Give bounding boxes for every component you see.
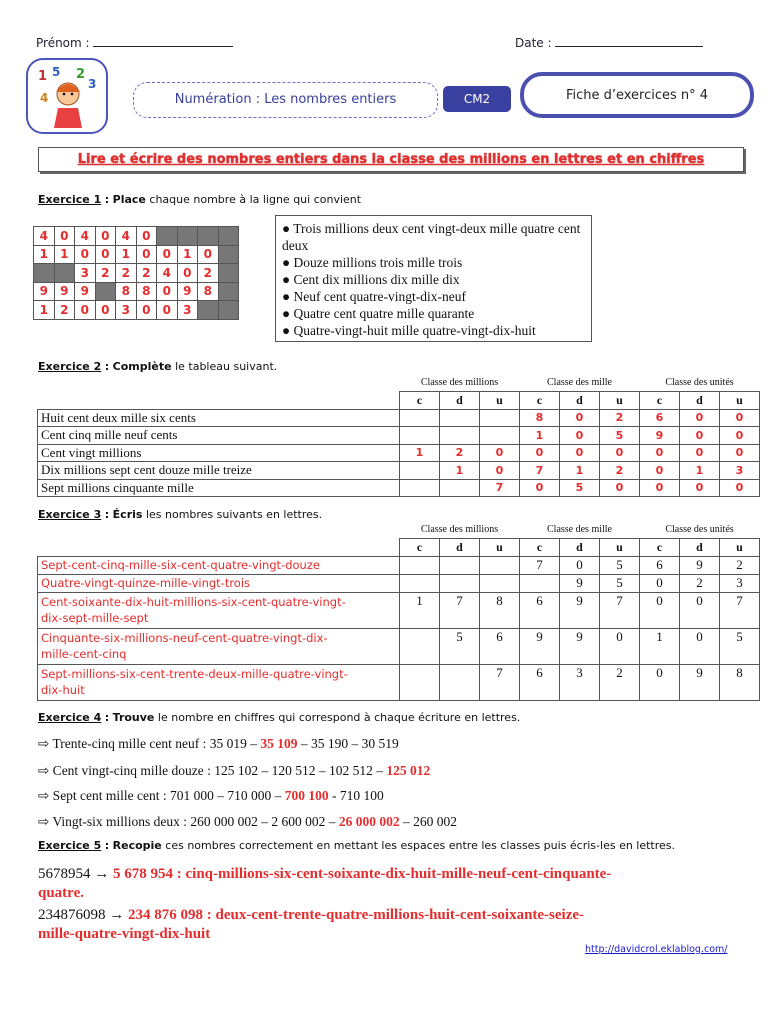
grid-row [34, 282, 239, 301]
grid-cell[interactable]: 4 [34, 227, 55, 246]
grid-cell[interactable]: 8 [198, 282, 219, 301]
table-row [38, 574, 760, 592]
digit-cell[interactable]: 7 [480, 479, 520, 497]
ex4-line: ⇨ Trente-cinq mille cent neuf : 35 019 – 35 109 – 35 190 – 30 519 [38, 736, 399, 751]
ex3-table [37, 521, 760, 701]
digit-cell: 7 [520, 556, 560, 574]
date-blank [555, 46, 703, 47]
ex5-a2: 234 876 098 : deux-cent-trente-quatre-millions-huit-cent-soixante-seize- [128, 907, 585, 923]
table-row [38, 556, 760, 574]
page-title: Numération : Les nombres entiers [174, 92, 397, 107]
answer-words[interactable]: Cent-soixante-dix-huit-millions-six-cent-quatre-vingt- dix-sept-mille-sept [38, 592, 400, 628]
grid-cell[interactable]: 3 [116, 301, 137, 320]
ex4-rest: le nombre en chiffres qui correspond à chaque écriture en lettres. [157, 711, 521, 724]
digit-cell[interactable]: 1 [440, 462, 480, 480]
ex4-line: ⇨ Sept cent mille cent : 701 000 – 710 000 – 700 100 - 710 100 [38, 788, 384, 803]
grid-cell[interactable]: 4 [157, 264, 178, 283]
prenom-field [36, 36, 233, 50]
table-row [38, 444, 760, 462]
prenom-label: Prénom : [36, 36, 90, 50]
grid-cell[interactable]: 0 [157, 245, 178, 264]
sentence-item: ● Douze millions trois mille trois [282, 255, 463, 270]
sentence-item: ● Neuf cent quatre-vingt-dix-neuf [282, 289, 466, 304]
sub-header: u [720, 539, 760, 557]
sentence-item: ● Cent dix millions dix mille dix [282, 272, 460, 287]
digit-cell[interactable]: 1 [560, 462, 600, 480]
ex5-a1: 5 678 954 : cinq-millions-six-cent-soixante-dix-huit-mille-neuf-cent-cinquante- [113, 866, 612, 882]
digit-cell[interactable] [400, 479, 440, 497]
ex4-answer: 700 100 [284, 788, 329, 803]
fiche-number: Fiche d’exercices n° 4 [565, 88, 709, 103]
prenom-blank [93, 46, 233, 47]
digit-cell[interactable] [480, 409, 520, 427]
digit-cell: 5 [600, 574, 640, 592]
grid-cell[interactable]: 8 [136, 282, 157, 301]
grid-cell[interactable]: 1 [34, 301, 55, 320]
sub-header: u [600, 392, 640, 410]
ex4-answer: 125 012 [386, 763, 431, 778]
digit-cell[interactable]: 5 [560, 479, 600, 497]
grid-cell[interactable]: 1 [54, 245, 75, 264]
digit-cell[interactable]: 6 [640, 409, 680, 427]
digit-cell[interactable] [400, 409, 440, 427]
grid-cell[interactable]: 0 [136, 245, 157, 264]
sub-header: d [680, 539, 720, 557]
digit-cell[interactable]: 0 [480, 444, 520, 462]
grid-cell[interactable]: 4 [116, 227, 137, 246]
digit-cell: 9 [560, 628, 600, 664]
sub-header: d [680, 392, 720, 410]
sub-header: d [440, 392, 480, 410]
sentence-item: ● Trois millions deux cent vingt-deux mille quatre cent deux [282, 221, 581, 253]
digit-cell: 9 [520, 628, 560, 664]
digit-cell [440, 574, 480, 592]
digit-cell[interactable]: 0 [480, 462, 520, 480]
grid-cell-shaded [218, 264, 239, 283]
date-label: Date : [515, 36, 552, 50]
digit-cell: 3 [720, 574, 760, 592]
digit-cell: 2 [720, 556, 760, 574]
digit-cell [400, 574, 440, 592]
sub-header: d [440, 539, 480, 557]
answer-words[interactable]: Sept-millions-six-cent-trente-deux-mille-quatre-vingt- dix-huit [38, 664, 400, 700]
row-label: Huit cent deux mille six cents [38, 409, 400, 427]
grid-cell[interactable]: 9 [177, 282, 198, 301]
digit-cell: 6 [520, 592, 560, 628]
row-label: Cent vingt millions [38, 444, 400, 462]
svg-text:4: 4 [40, 91, 49, 105]
sub-header: c [520, 392, 560, 410]
level-badge: CM2 [443, 86, 511, 112]
digit-cell[interactable]: 0 [520, 479, 560, 497]
grid-row [34, 301, 239, 320]
digit-cell: 7 [440, 592, 480, 628]
footer-link[interactable]: http://davidcrol.eklablog.com/ [585, 944, 728, 955]
sub-header: c [400, 539, 440, 557]
digit-cell[interactable] [400, 427, 440, 445]
digit-cell[interactable]: 0 [680, 409, 720, 427]
digit-cell [520, 574, 560, 592]
grid-cell[interactable]: 0 [54, 227, 75, 246]
digit-cell[interactable]: 0 [520, 444, 560, 462]
grid-cell[interactable]: 0 [95, 227, 116, 246]
digit-cell[interactable]: 0 [680, 479, 720, 497]
grid-cell-shaded [157, 227, 178, 246]
digit-cell: 1 [400, 592, 440, 628]
ex2-label: Exercice 2 [38, 360, 102, 373]
section-banner: Lire et écrire des nombres entiers dans la classe des millions en lettres et en chiffres [38, 147, 744, 172]
ex1-sentence-list [275, 215, 592, 342]
class-header: Classe des millions [420, 377, 499, 388]
ex4-label: Exercice 4 [38, 711, 102, 724]
grid-cell[interactable]: 0 [136, 301, 157, 320]
grid-cell-shaded [218, 301, 239, 320]
digit-cell [440, 664, 480, 700]
ex4-line: ⇨ Vingt-six millions deux : 260 000 002 – 2 600 002 – 26 000 002 – 260 002 [38, 814, 458, 829]
digit-cell: 8 [480, 592, 520, 628]
ex1-label: Exercice 1 [38, 193, 102, 206]
row-label: Dix millions sept cent douze mille treize [38, 462, 400, 480]
class-header: Classe des mille [547, 524, 612, 535]
ex2-table [37, 374, 760, 497]
sub-header: d [560, 539, 600, 557]
table-row [38, 409, 760, 427]
digit-cell: 8 [720, 664, 760, 700]
grid-cell[interactable]: 3 [75, 264, 96, 283]
row-label: Cent cinq mille neuf cents [38, 427, 400, 445]
ex5-verb: Recopie [112, 839, 162, 852]
digit-cell[interactable]: 0 [560, 444, 600, 462]
digit-cell[interactable]: 0 [720, 479, 760, 497]
class-header: Classe des millions [420, 524, 499, 535]
ex4-verb: Trouve [112, 711, 155, 724]
table-row [38, 592, 760, 628]
digit-cell [400, 556, 440, 574]
digit-cell [400, 628, 440, 664]
grid-cell[interactable]: 0 [157, 282, 178, 301]
grid-cell[interactable]: 0 [198, 245, 219, 264]
grid-cell[interactable]: 0 [95, 301, 116, 320]
digit-cell: 0 [640, 664, 680, 700]
digit-cell: 6 [520, 664, 560, 700]
sub-header: c [640, 539, 680, 557]
ex5-rest: ces nombres correctement en mettant les espaces entre les classes puis écris-les en lettres. [165, 839, 676, 852]
digit-cell[interactable]: 0 [720, 409, 760, 427]
grid-cell-shaded [54, 264, 75, 283]
ex5-q2: 234876098 → [38, 907, 128, 923]
grid-cell[interactable]: 8 [116, 282, 137, 301]
sub-header: d [560, 392, 600, 410]
digit-cell[interactable]: 1 [520, 427, 560, 445]
table-row [38, 479, 760, 497]
ex3-verb: Écris [112, 508, 143, 521]
digit-cell: 5 [440, 628, 480, 664]
grid-cell-shaded [177, 227, 198, 246]
grid-cell[interactable]: 4 [75, 227, 96, 246]
digit-cell[interactable]: 0 [640, 479, 680, 497]
answer-words[interactable]: Sept-cent-cinq-mille-six-cent-quatre-vingt-douze [38, 556, 400, 574]
grid-cell[interactable]: 9 [54, 282, 75, 301]
digit-cell [400, 664, 440, 700]
table-row [38, 664, 760, 700]
row-label: Sept millions cinquante mille [38, 479, 400, 497]
ex3-label: Exercice 3 [38, 508, 102, 521]
sub-header: u [480, 392, 520, 410]
grid-cell[interactable]: 1 [116, 245, 137, 264]
grid-row [34, 264, 239, 283]
grid-cell[interactable]: 2 [54, 301, 75, 320]
grid-cell[interactable]: 1 [177, 245, 198, 264]
sub-header: c [640, 392, 680, 410]
digit-cell[interactable]: 0 [560, 427, 600, 445]
ex4-line: ⇨ Cent vingt-cinq mille douze : 125 102 – 120 512 – 102 512 – 125 012 [38, 763, 431, 778]
digit-cell[interactable] [480, 427, 520, 445]
digit-cell[interactable]: 1 [680, 462, 720, 480]
ex1-instruction: Exercice 1 : Place chaque nombre à la ligne qui convient [38, 193, 362, 206]
grid-cell[interactable]: 0 [157, 301, 178, 320]
digit-cell [480, 574, 520, 592]
svg-text:3: 3 [88, 77, 97, 91]
grid-cell-shaded [218, 245, 239, 264]
ex1-verb: Place [112, 193, 146, 206]
ex4-answer: 26 000 002 [338, 814, 400, 829]
ex5-a2-cont: mille-quatre-vingt-dix-huit [38, 926, 211, 942]
digit-cell: 9 [680, 664, 720, 700]
grid-cell-shaded [95, 282, 116, 301]
ex5-label: Exercice 5 [38, 839, 102, 852]
ex5-answer-2 [38, 906, 748, 944]
digit-cell: 0 [560, 556, 600, 574]
answer-words[interactable]: Quatre-vingt-quinze-mille-vingt-trois [38, 574, 400, 592]
digit-cell[interactable] [440, 427, 480, 445]
grid-cell[interactable]: 1 [34, 245, 55, 264]
grid-cell[interactable]: 0 [177, 264, 198, 283]
digit-cell [440, 556, 480, 574]
grid-cell[interactable]: 3 [177, 301, 198, 320]
digit-cell: 5 [600, 556, 640, 574]
digit-cell[interactable]: 0 [600, 444, 640, 462]
grid-cell[interactable]: 9 [75, 282, 96, 301]
digit-cell: 0 [640, 592, 680, 628]
digit-cell[interactable]: 0 [720, 444, 760, 462]
ex4-answer: 35 109 [260, 736, 298, 751]
grid-cell-shaded [218, 227, 239, 246]
table-row [38, 462, 760, 480]
ex3-rest: les nombres suivants en lettres. [145, 508, 323, 521]
digit-cell: 7 [480, 664, 520, 700]
sub-header: u [600, 539, 640, 557]
digit-cell: 0 [680, 592, 720, 628]
answer-words[interactable]: Cinquante-six-millions-neuf-cent-quatre-vingt-dix- mille-cent-cinq [38, 628, 400, 664]
digit-cell[interactable]: 0 [680, 427, 720, 445]
grid-cell-shaded [34, 264, 55, 283]
ex2-verb: Complète [112, 360, 172, 373]
class-header: Classe des mille [547, 377, 612, 388]
grid-cell-shaded [218, 282, 239, 301]
digit-cell: 7 [600, 592, 640, 628]
digit-cell: 0 [640, 574, 680, 592]
grid-cell[interactable]: 2 [95, 264, 116, 283]
digit-cell[interactable] [400, 462, 440, 480]
grid-cell[interactable]: 9 [34, 282, 55, 301]
digit-cell[interactable] [440, 409, 480, 427]
grid-cell[interactable]: 2 [116, 264, 137, 283]
digit-cell[interactable]: 0 [720, 427, 760, 445]
digit-cell[interactable]: 2 [600, 409, 640, 427]
grid-row [34, 245, 239, 264]
digit-cell [480, 556, 520, 574]
girl-numbers-logo [26, 58, 108, 134]
grid-cell[interactable]: 0 [95, 245, 116, 264]
ex1-grid [33, 226, 239, 320]
grid-cell[interactable]: 2 [198, 264, 219, 283]
digit-cell[interactable]: 2 [440, 444, 480, 462]
grid-cell-shaded [198, 301, 219, 320]
grid-cell[interactable]: 2 [136, 264, 157, 283]
digit-cell[interactable]: 0 [640, 462, 680, 480]
sentence-item: ● Quatre cent quatre mille quarante [282, 306, 475, 321]
digit-cell[interactable]: 9 [640, 427, 680, 445]
grid-cell[interactable]: 0 [75, 245, 96, 264]
class-header: Classe des unités [665, 524, 734, 535]
sub-header: c [400, 392, 440, 410]
digit-cell: 6 [640, 556, 680, 574]
grid-cell[interactable]: 0 [136, 227, 157, 246]
ex1-rest: chaque nombre à la ligne qui convient [149, 193, 362, 206]
digit-cell[interactable]: 0 [640, 444, 680, 462]
date-field [515, 36, 703, 50]
ex4-instruction: Exercice 4 : Trouve le nombre en chiffres qui correspond à chaque écriture en lettres. [38, 711, 521, 724]
digit-cell[interactable]: 0 [600, 479, 640, 497]
digit-cell[interactable]: 0 [680, 444, 720, 462]
ex5-a1-cont: quatre. [38, 885, 84, 901]
svg-text:5: 5 [52, 65, 61, 79]
digit-cell[interactable]: 5 [600, 427, 640, 445]
digit-cell[interactable]: 1 [400, 444, 440, 462]
table-row [38, 427, 760, 445]
digit-cell[interactable]: 7 [520, 462, 560, 480]
svg-text:1: 1 [38, 69, 48, 84]
digit-cell: 9 [680, 556, 720, 574]
ex5-q1: 5678954 → [38, 866, 113, 882]
digit-cell: 6 [480, 628, 520, 664]
digit-cell: 2 [600, 664, 640, 700]
sub-header: u [480, 539, 520, 557]
digit-cell[interactable]: 2 [600, 462, 640, 480]
digit-cell: 0 [680, 628, 720, 664]
sub-header: c [520, 539, 560, 557]
sentence-item: ● Quatre-vingt-huit mille quatre-vingt-dix-huit [282, 323, 536, 338]
digit-cell: 0 [600, 628, 640, 664]
ex3-instruction: Exercice 3 : Écris les nombres suivants en lettres. [38, 508, 323, 521]
digit-cell: 2 [680, 574, 720, 592]
grid-row [34, 227, 239, 246]
svg-text:2: 2 [76, 67, 86, 82]
digit-cell: 5 [720, 628, 760, 664]
digit-cell: 3 [560, 664, 600, 700]
digit-cell: 9 [560, 574, 600, 592]
ex2-rest: le tableau suivant. [175, 360, 278, 373]
ex5-instruction: Exercice 5 : Recopie ces nombres correctement en mettant les espaces entre les classes puis écris-les en lettres. [38, 839, 676, 852]
sub-header: u [720, 392, 760, 410]
grid-cell-shaded [198, 227, 219, 246]
table-row [38, 628, 760, 664]
digit-cell: 1 [640, 628, 680, 664]
grid-cell[interactable]: 0 [75, 301, 96, 320]
class-header: Classe des unités [665, 377, 734, 388]
digit-cell[interactable]: 3 [720, 462, 760, 480]
digit-cell: 9 [560, 592, 600, 628]
digit-cell[interactable]: 8 [520, 409, 560, 427]
ex2-instruction: Exercice 2 : Complète le tableau suivant. [38, 360, 278, 373]
ex5-answer-1 [38, 865, 748, 903]
digit-cell[interactable]: 0 [560, 409, 600, 427]
digit-cell[interactable] [440, 479, 480, 497]
digit-cell: 7 [720, 592, 760, 628]
